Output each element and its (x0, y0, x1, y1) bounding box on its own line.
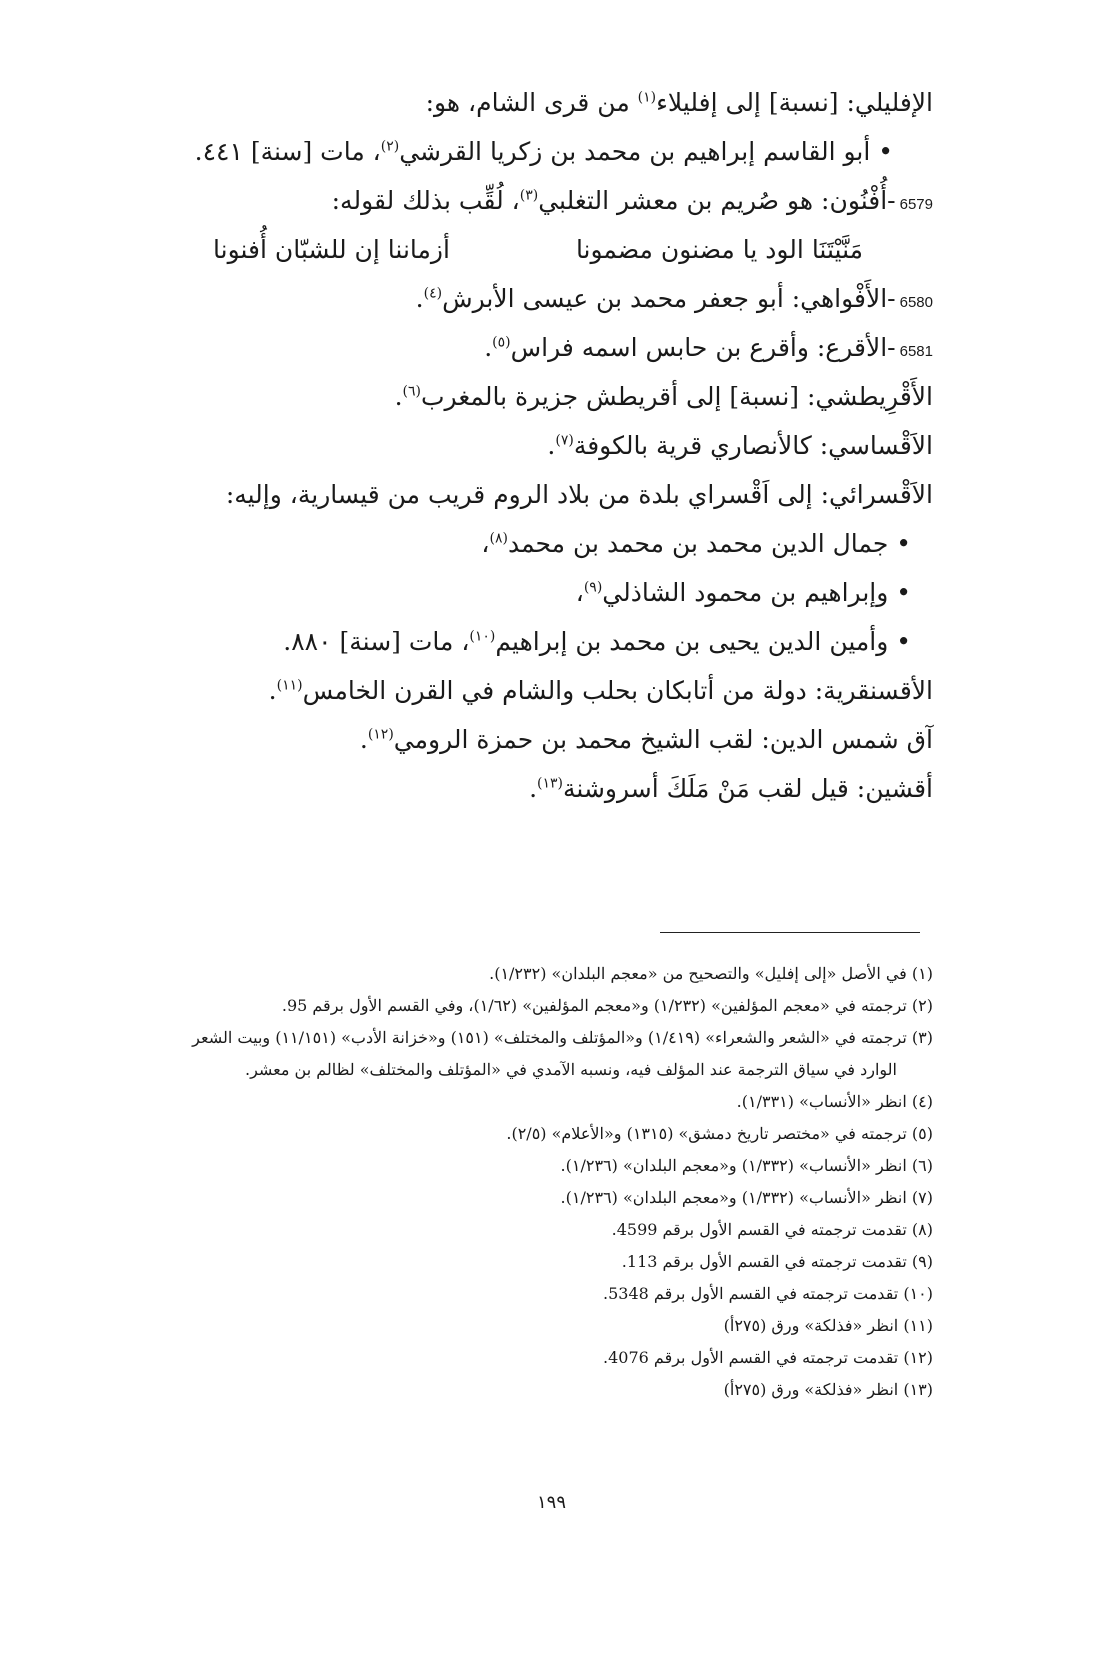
entry-text-after: ، مات [سنة] ٨٨٠. (283, 627, 470, 656)
entry-text: -أُفْنُون: هو صُريم بن معشر التغلبي (538, 186, 896, 215)
entry-text: • أبو القاسم إبراهيم بن محمد بن زكريا القرشي (399, 137, 893, 166)
verse-hemistich-left: أزماننا إن للشبّان أُفنونا (213, 235, 450, 264)
footnote-4: (٤) انظر «الأنساب» (١/٣٣١). (736, 1092, 933, 1111)
entry-text-after: . (268, 676, 277, 705)
footnote-3-continued: الوارد في سياق الترجمة عند المؤلف فيه، ونسبه الآمدي في «المؤتلف والمختلف» لظالم بن معشر. (244, 1060, 897, 1079)
entry-aqsunqariya (133, 666, 933, 715)
entry-text-after: . (359, 725, 368, 754)
bullet-item (133, 519, 933, 568)
entry-text: الأَقْرِيطشي: [نسبة] إلى أقريطش جزيرة بالمغرب (421, 382, 933, 411)
footnotes (53, 958, 933, 1406)
verse-hemistich-right: مَنَّيْتَنَا الود يا مضنون مضمونا (575, 235, 863, 264)
entry-text: • جمال الدين محمد بن محمد بن محمد (507, 529, 911, 558)
footnote-ref: (١١) (276, 677, 303, 694)
footnote-ref: (٦) (402, 383, 421, 400)
footnote-11: (١١) انظر «فذلكة» ورق (٢٧٥أ) (723, 1316, 933, 1335)
entry-number: 6580 (899, 294, 933, 311)
footnote-13: (١٣) انظر «فذلكة» ورق (٢٧٥أ) (723, 1380, 933, 1399)
entry-text: آق شمس الدين: لقب الشيخ محمد بن حمزة الرومي (393, 725, 933, 754)
footnote-10: (١٠) تقدمت ترجمته في القسم الأول برقم 5348. (603, 1284, 933, 1303)
footnote-ref: (٨) (489, 530, 508, 547)
entry-aqsasi (133, 421, 933, 470)
entry-number: 6581 (899, 343, 933, 360)
entry-text-after: ، مات [سنة] ٤٤١. (194, 137, 381, 166)
page-number: ١٩٩ (536, 1492, 566, 1513)
entry-aqritishi (133, 372, 933, 421)
footnote-2: (٢) ترجمته في «معجم المؤلفين» (١/٢٣٢) و«معجم المؤلفين» (١/٦٢)، وفي القسم الأول برقم 95. (281, 996, 933, 1015)
footnote-5: (٥) ترجمته في «مختصر تاريخ دمشق» (١٣١٥) و«الأعلام» (٢/٥). (506, 1124, 933, 1143)
entry-aqsarai (133, 470, 933, 519)
verse-line (133, 225, 933, 274)
footnote-ref: (١٠) (469, 628, 496, 645)
entry-6580 (133, 274, 933, 323)
entry-text: الاَقْساسي: كالأنصاري قرية بالكوفة (573, 431, 933, 460)
entry-text-after: ، (481, 529, 490, 558)
entry-text-after: . (394, 382, 403, 411)
entry-text-after: من قرى الشام، هو: (425, 88, 638, 117)
entry-text: • وأمين الدين يحيى بن محمد بن إبراهيم (495, 627, 911, 656)
footnote-ref: (٩) (583, 579, 603, 596)
entry-6579 (133, 176, 933, 225)
entry-text-after: ، لُقِّب بذلك لقوله: (331, 186, 520, 215)
footnote-ref: (٣) (519, 187, 539, 204)
bullet-item (133, 127, 933, 176)
footnote-9: (٩) تقدمت ترجمته في القسم الأول برقم 113. (621, 1252, 933, 1271)
bullet-item (133, 568, 933, 617)
entry-aqshin (133, 764, 933, 813)
footnote-1: (١) في الأصل «إلى إفليل» والتصحيح من «معجم البلدان» (١/٢٣٢). (489, 964, 933, 983)
footnote-3: (٣) ترجمته في «الشعر والشعراء» (١/٤١٩) و«المؤتلف والمختلف» (١٥١) و«خزانة الأدب» (١١/١٥١) وبيت الشعر (192, 1028, 933, 1047)
footnote-12: (١٢) تقدمت ترجمته في القسم الأول برقم 4076. (603, 1348, 933, 1367)
entry-text: الأقسنقرية: دولة من أتابكان بحلب والشام في القرن الخامس (302, 676, 933, 705)
entry-text: الاَقْسرائي: إلى اَقْسراي بلدة من بلاد الروم قريب من قيسارية، وإليه: (225, 480, 933, 509)
entry-6581 (133, 323, 933, 372)
entry-text-after: . (484, 333, 493, 362)
entry-text-after: . (547, 431, 556, 460)
footnote-ref: (٤) (423, 285, 443, 302)
footnote-ref: (٧) (555, 432, 574, 449)
entry-text: -الأقرع: وأقرع بن حابس اسمه فراس (510, 333, 896, 362)
entry-aq-shams-al-din (133, 715, 933, 764)
footnote-ref: (٥) (492, 334, 511, 351)
entry-text: الإفليلي: [نسبة] إلى إفليلاء (656, 88, 933, 117)
footnote-6: (٦) انظر «الأنساب» (١/٣٣٢) و«معجم البلدان» (١/٢٣٦). (560, 1156, 933, 1175)
footnote-ref: (١) (637, 89, 657, 106)
entry-text-after: . (529, 774, 538, 803)
entry-text: -الأَفْواهي: أبو جعفر محمد بن عيسى الأبرش (442, 284, 896, 313)
footnote-ref: (١٢) (367, 726, 394, 743)
entry-text: • وإبراهيم بن محمود الشاذلي (602, 578, 911, 607)
entry-text-after: ، (575, 578, 584, 607)
bullet-item (133, 617, 933, 666)
main-text (133, 78, 933, 813)
entry-text: أقشين: قيل لقب مَنْ مَلَكَ أسروشنة (563, 774, 933, 803)
footnote-ref: (٢) (380, 138, 400, 155)
entry-number: 6579 (899, 196, 933, 213)
footnote-8: (٨) تقدمت ترجمته في القسم الأول برقم 4599. (611, 1220, 933, 1239)
entry-ifelili (133, 78, 933, 127)
footnote-ref: (١٣) (537, 775, 564, 792)
entry-text-after: . (415, 284, 424, 313)
footnote-divider (660, 932, 920, 933)
footnote-7: (٧) انظر «الأنساب» (١/٣٣٢) و«معجم البلدان» (١/٢٣٦). (560, 1188, 933, 1207)
